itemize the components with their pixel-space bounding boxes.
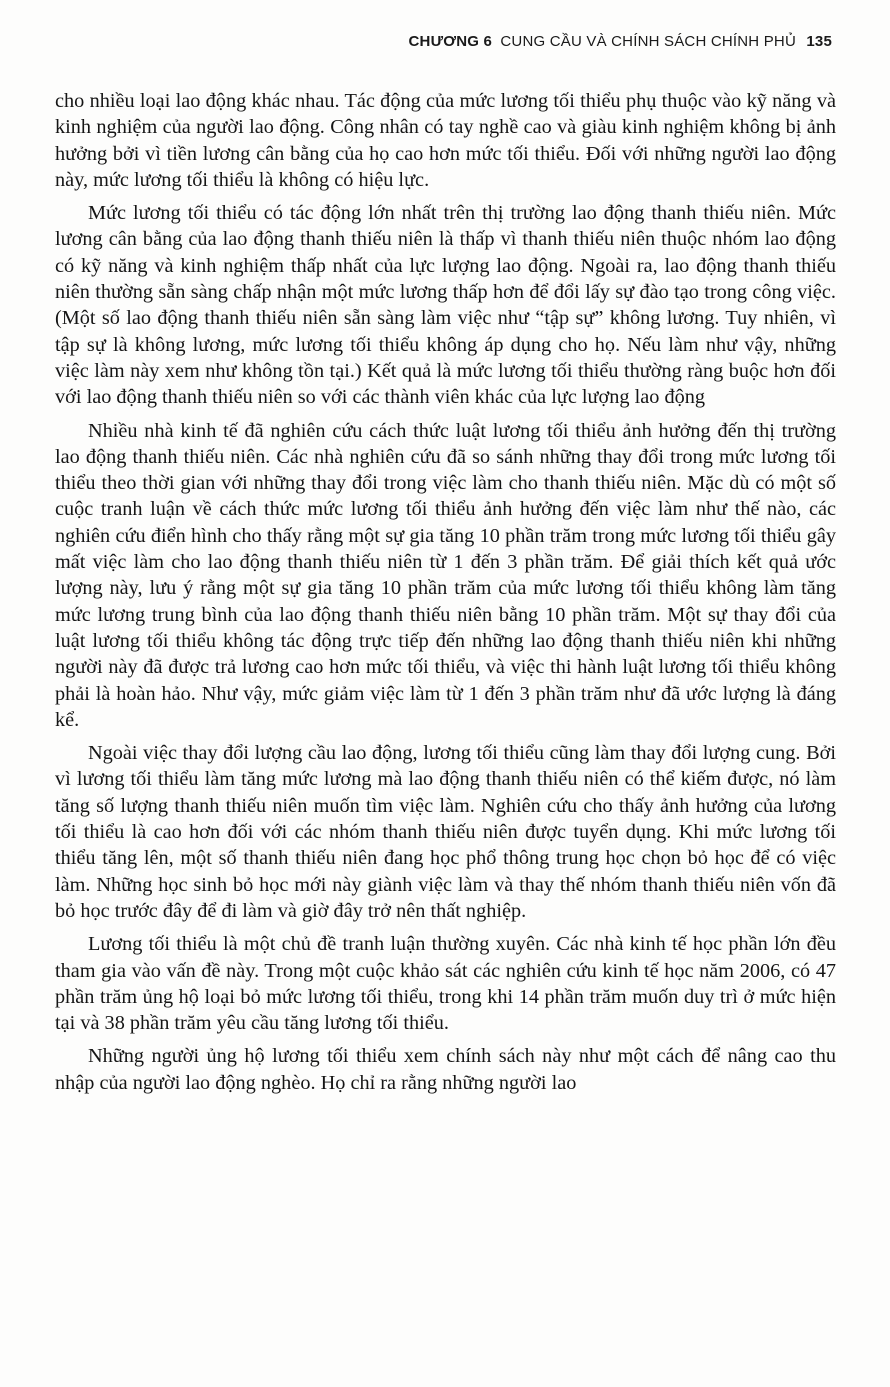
body-text bbox=[55, 88, 836, 1103]
paragraph-continued: cho nhiều loại lao động khác nhau. Tác động của mức lương tối thiểu phụ thuộc vào kỹ năng và kinh nghiệm của người lao động. Công nhân có tay nghề cao và giàu kinh nghiệm không bị ảnh hưởng bởi vì tiền lương cân bằng của họ cao hơn mức tối thiểu. Đối với những người lao động này, mức lương tối thiểu là không có hiệu lực. bbox=[55, 90, 836, 191]
paragraph: Mức lương tối thiểu có tác động lớn nhất trên thị trường lao động thanh thiếu niên. Mức lương cân bằng của lao động thanh thiếu niên là thấp vì thanh thiếu niên thuộc nhóm lao động có kỹ năng và kinh nghiệm thấp nhất của lực lượng lao động. Ngoài ra, lao động thanh thiếu niên thường sẵn sàng chấp nhận một mức lương thấp hơn để đổi lấy sự đào tạo trong công việc. (Một số lao động thanh thiếu niên sẵn sàng làm việc như “tập sự” không lương. Tuy nhiên, vì tập sự là không lương, mức lương tối thiểu không áp dụng cho họ. Nếu làm như vậy, những việc làm này xem như không tồn tại.) Kết quả là mức lương tối thiểu thường ràng buộc hơn đối với lao động thanh thiếu niên so với các thành viên khác của lực lượng lao động bbox=[55, 202, 836, 409]
running-header bbox=[409, 33, 833, 50]
page-number: 135 bbox=[806, 33, 832, 50]
paragraph: Lương tối thiểu là một chủ đề tranh luận thường xuyên. Các nhà kinh tế học phần lớn đều tham gia vào vấn đề này. Trong một cuộc khảo sát các nghiên cứu kinh tế học năm 2006, có 47 phần trăm ủng hộ loại bỏ mức lương tối thiểu, trong khi 14 phần trăm muốn duy trì ở mức hiện tại và 38 phần trăm yêu cầu tăng lương tối thiểu. bbox=[55, 933, 836, 1035]
paragraph: Ngoài việc thay đổi lượng cầu lao động, lương tối thiểu cũng làm thay đổi lượng cung. Bởi vì lương tối thiểu làm tăng mức lương mà lao động thanh thiếu niên có thể kiếm được, nó làm tăng số lượng thanh thiếu niên muốn tìm việc làm. Nghiên cứu cho thấy ảnh hưởng của lương tối thiểu là cao hơn đối với các nhóm thanh thiếu niên được tuyển dụng. Khi mức lương tối thiểu tăng lên, một số thanh thiếu niên đang học phổ thông trung học chọn bỏ học để có việc làm. Những học sinh bỏ học mới này giành việc làm và thay thế nhóm thanh thiếu niên vốn đã bỏ học trước đây để đi làm và giờ đây trở nên thất nghiệp. bbox=[55, 742, 836, 922]
paragraph: Những người ủng hộ lương tối thiểu xem chính sách này như một cách để nâng cao thu nhập của người lao động nghèo. Họ chỉ ra rằng những người lao bbox=[55, 1045, 836, 1094]
chapter-label: CHƯƠNG 6 bbox=[408, 33, 493, 50]
chapter-title: CUNG CẦU VÀ CHÍNH SÁCH CHÍNH PHỦ bbox=[500, 33, 796, 50]
paragraph: Nhiều nhà kinh tế đã nghiên cứu cách thức luật lương tối thiểu ảnh hưởng đến thị trường lao động thanh thiếu niên. Các nhà nghiên cứu đã so sánh những thay đổi trong mức lương tối thiểu theo thời gian với những thay đổi trong việc làm cho thanh thiếu niên. Mặc dù có một số cuộc tranh luận về cách thức mức lương tối thiểu ảnh hưởng đến việc làm như thế nào, các nghiên cứu điển hình cho thấy rằng một sự gia tăng 10 phần trăm trong mức lương tối thiểu gây mất việc làm cho lao động thanh thiếu niên từ 1 đến 3 phần trăm. Để giải thích kết quả ước lượng này, lưu ý rằng một sự gia tăng 10 phần trăm của mức lương tối thiểu không làm tăng mức lương trung bình của lao động thanh thiếu niên bằng 10 phần trăm. Một sự thay đổi của luật lương tối thiểu không tác động trực tiếp đến những lao động thanh thiếu niên khi những người này đã được trả lương cao hơn mức tối thiểu, và việc thi hành luật lương tối thiểu không phải là hoàn hảo. Như vậy, mức giảm việc làm từ 1 đến 3 phần trăm như đã ước lượng là đáng kể. bbox=[55, 419, 836, 731]
